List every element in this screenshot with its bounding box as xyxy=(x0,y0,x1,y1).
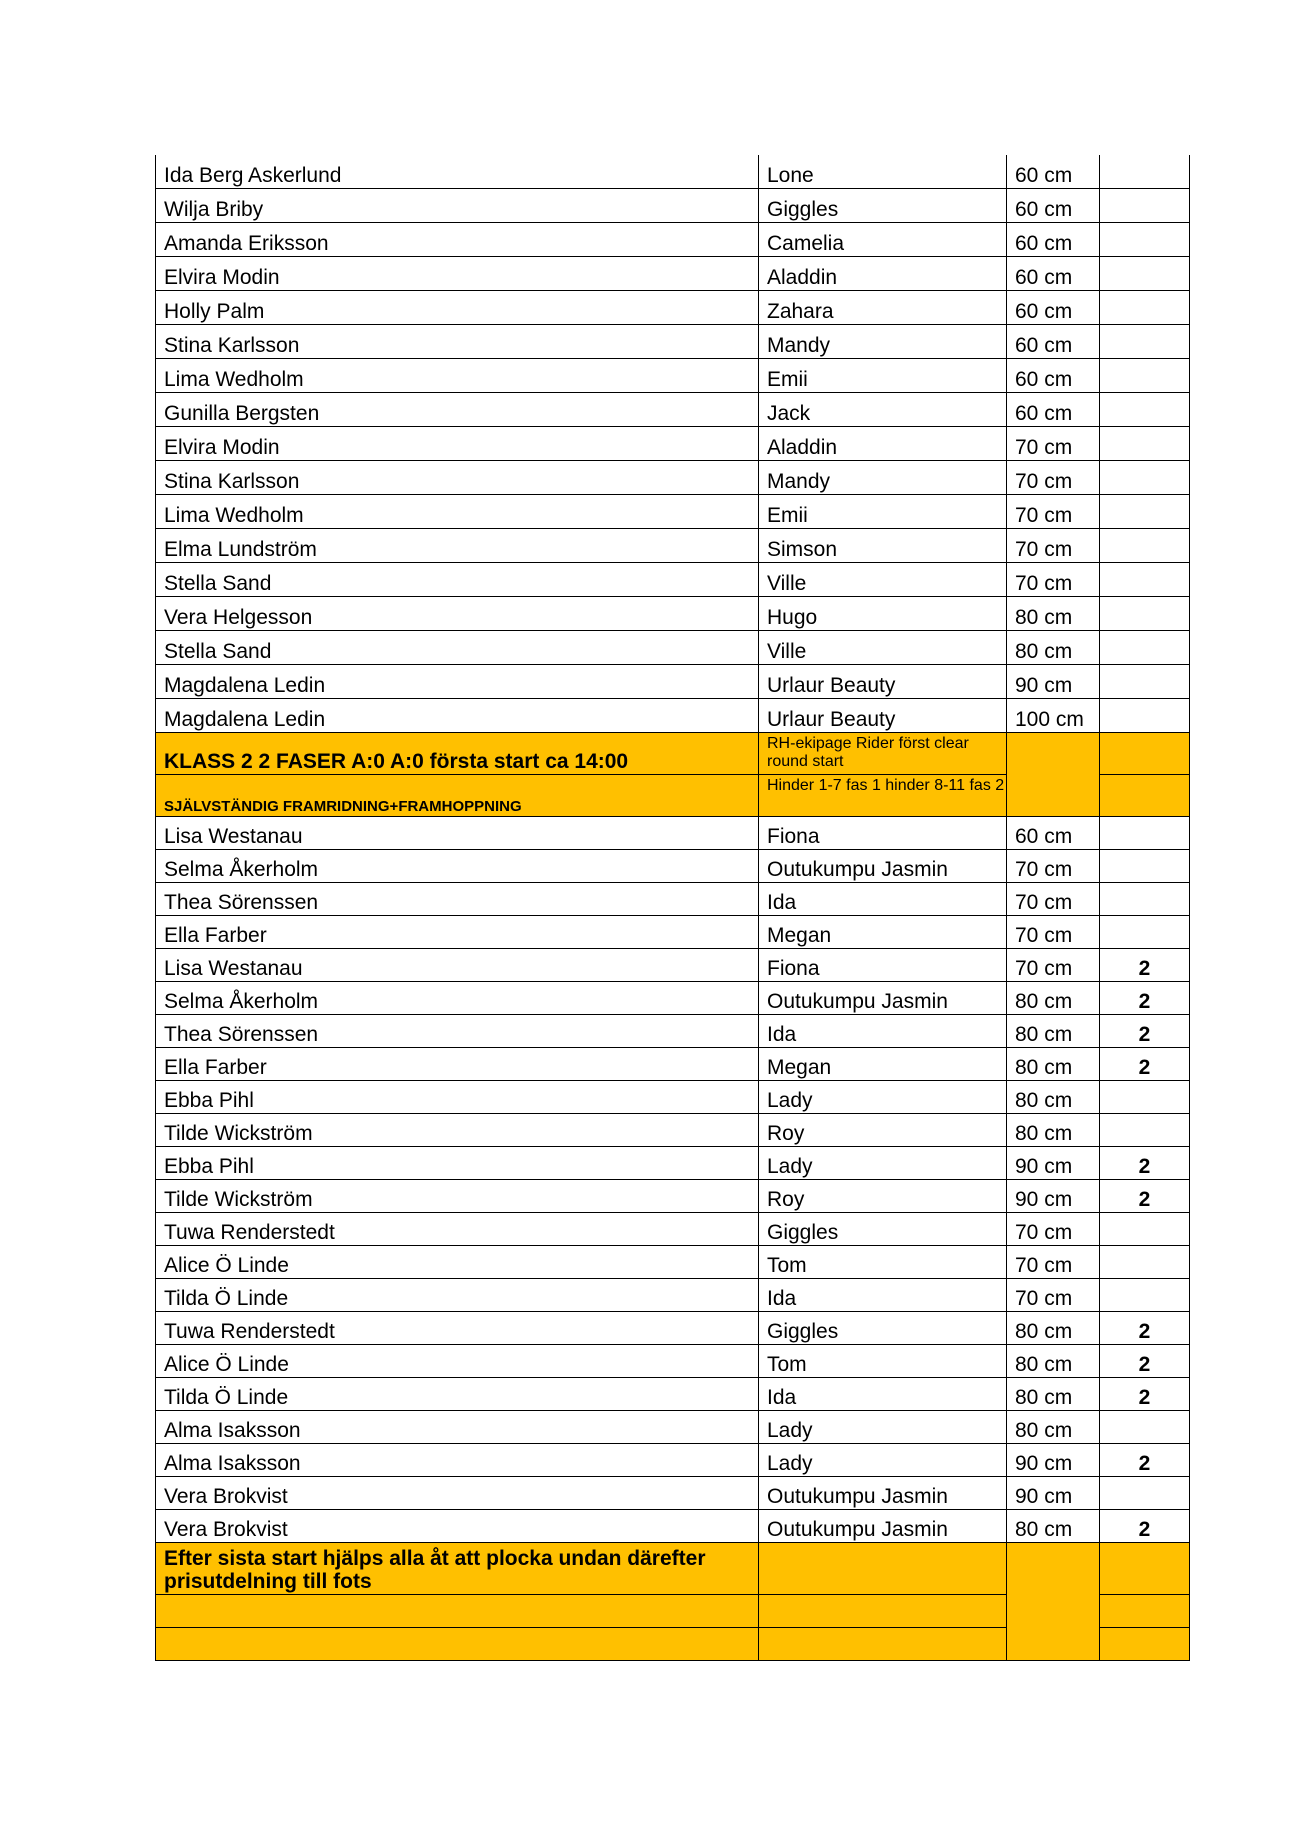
table-row xyxy=(155,1444,1190,1477)
horse-name: Aladdin xyxy=(759,257,1007,291)
table-row xyxy=(155,949,1190,982)
phase-mark: 2 xyxy=(1100,982,1190,1015)
horse-name: Ville xyxy=(759,631,1007,665)
height-value: 60 cm xyxy=(1007,257,1100,291)
rider-name: Magdalena Ledin xyxy=(155,665,759,699)
height-value: 70 cm xyxy=(1007,563,1100,597)
rider-name: Stella Sand xyxy=(155,563,759,597)
table-row xyxy=(155,1477,1190,1510)
phase-mark xyxy=(1100,1081,1190,1114)
height-value: 60 cm xyxy=(1007,291,1100,325)
horse-name: Megan xyxy=(759,1048,1007,1081)
horse-name: Roy xyxy=(759,1180,1007,1213)
phase-mark: 2 xyxy=(1100,1048,1190,1081)
table-row xyxy=(155,916,1190,949)
table-row xyxy=(155,427,1190,461)
rider-name: Wilja Briby xyxy=(155,189,759,223)
height-value: 80 cm xyxy=(1007,1081,1100,1114)
rider-name: Tilda Ö Linde xyxy=(155,1279,759,1312)
rider-name: Selma Åkerholm xyxy=(155,982,759,1015)
horse-name: Lady xyxy=(759,1411,1007,1444)
phase-mark xyxy=(1100,597,1190,631)
rider-name: Tuwa Renderstedt xyxy=(155,1312,759,1345)
phase-mark xyxy=(1100,223,1190,257)
height-value: 60 cm xyxy=(1007,223,1100,257)
table-row xyxy=(155,189,1190,223)
horse-name: Megan xyxy=(759,916,1007,949)
blank-cell xyxy=(759,1595,1007,1628)
table-row xyxy=(155,883,1190,916)
phase-mark xyxy=(1100,189,1190,223)
blank-cell xyxy=(1007,1595,1100,1628)
height-value: 90 cm xyxy=(1007,1180,1100,1213)
phase-mark xyxy=(1100,916,1190,949)
rider-name: Ida Berg Askerlund xyxy=(155,155,759,189)
class-subheader-row xyxy=(155,775,1190,817)
rider-name: Alma Isaksson xyxy=(155,1411,759,1444)
class-subheader-mark-cell xyxy=(1100,775,1190,817)
rider-name: Stina Karlsson xyxy=(155,461,759,495)
table-row xyxy=(155,1114,1190,1147)
height-value: 80 cm xyxy=(1007,1411,1100,1444)
height-value: 70 cm xyxy=(1007,949,1100,982)
table-row xyxy=(155,155,1190,189)
height-value: 80 cm xyxy=(1007,1345,1100,1378)
rider-name: Holly Palm xyxy=(155,291,759,325)
height-value: 80 cm xyxy=(1007,597,1100,631)
height-value: 90 cm xyxy=(1007,1477,1100,1510)
phase-mark: 2 xyxy=(1100,1015,1190,1048)
horse-name: Camelia xyxy=(759,223,1007,257)
phase-mark xyxy=(1100,1279,1190,1312)
class-note-2: Hinder 1-7 fas 1 hinder 8-11 fas 2 xyxy=(759,775,1007,817)
horse-name: Giggles xyxy=(759,1312,1007,1345)
blank-cell xyxy=(1100,1595,1190,1628)
phase-mark xyxy=(1100,291,1190,325)
horse-name: Giggles xyxy=(759,1213,1007,1246)
class-subheader-height-cell xyxy=(1007,775,1100,817)
phase-mark xyxy=(1100,850,1190,883)
phase-mark xyxy=(1100,631,1190,665)
phase-mark xyxy=(1100,427,1190,461)
height-value: 70 cm xyxy=(1007,427,1100,461)
table-row xyxy=(155,291,1190,325)
table-row xyxy=(155,850,1190,883)
rider-name: Lima Wedholm xyxy=(155,359,759,393)
table-row xyxy=(155,1279,1190,1312)
rider-name: Lima Wedholm xyxy=(155,495,759,529)
phase-mark xyxy=(1100,883,1190,916)
rider-name: Tuwa Renderstedt xyxy=(155,1213,759,1246)
horse-name: Urlaur Beauty xyxy=(759,699,1007,733)
horse-name: Tom xyxy=(759,1345,1007,1378)
rider-name: Stella Sand xyxy=(155,631,759,665)
phase-mark xyxy=(1100,325,1190,359)
height-value: 60 cm xyxy=(1007,155,1100,189)
table-row xyxy=(155,1411,1190,1444)
table-row xyxy=(155,1213,1190,1246)
height-value: 90 cm xyxy=(1007,1147,1100,1180)
class-title: KLASS 2 2 FASER A:0 A:0 första start ca 14:00 xyxy=(155,733,759,775)
phase-mark xyxy=(1100,393,1190,427)
blank-cell xyxy=(1007,1628,1100,1661)
phase-mark xyxy=(1100,1477,1190,1510)
rider-name: Ella Farber xyxy=(155,916,759,949)
table-row xyxy=(155,1378,1190,1411)
rider-name: Lisa Westanau xyxy=(155,817,759,850)
phase-mark xyxy=(1100,665,1190,699)
phase-mark: 2 xyxy=(1100,1312,1190,1345)
phase-mark: 2 xyxy=(1100,1180,1190,1213)
phase-mark xyxy=(1100,155,1190,189)
class-header-height-cell xyxy=(1007,733,1100,775)
height-value: 70 cm xyxy=(1007,850,1100,883)
height-value: 70 cm xyxy=(1007,461,1100,495)
table-row xyxy=(155,597,1190,631)
table-row xyxy=(155,359,1190,393)
table-row xyxy=(155,223,1190,257)
height-value: 70 cm xyxy=(1007,916,1100,949)
phase-mark xyxy=(1100,359,1190,393)
horse-name: Hugo xyxy=(759,597,1007,631)
start-list-table xyxy=(155,155,1190,1661)
phase-mark xyxy=(1100,1246,1190,1279)
height-value: 70 cm xyxy=(1007,1246,1100,1279)
rider-name: Elma Lundström xyxy=(155,529,759,563)
rider-name: Ebba Pihl xyxy=(155,1147,759,1180)
phase-mark xyxy=(1100,817,1190,850)
section-2-rows xyxy=(155,817,1190,1543)
table-row xyxy=(155,1510,1190,1543)
table-row xyxy=(155,1048,1190,1081)
table-row xyxy=(155,495,1190,529)
horse-name: Ida xyxy=(759,1378,1007,1411)
horse-name: Lady xyxy=(759,1081,1007,1114)
rider-name: Magdalena Ledin xyxy=(155,699,759,733)
phase-mark xyxy=(1100,1411,1190,1444)
height-value: 60 cm xyxy=(1007,359,1100,393)
horse-name: Ida xyxy=(759,1279,1007,1312)
height-value: 80 cm xyxy=(1007,1048,1100,1081)
footer-blank-row-2 xyxy=(155,1628,1190,1661)
rider-name: Vera Brokvist xyxy=(155,1477,759,1510)
rider-name: Stina Karlsson xyxy=(155,325,759,359)
table-row xyxy=(155,1081,1190,1114)
phase-mark xyxy=(1100,529,1190,563)
table-row xyxy=(155,325,1190,359)
phase-mark xyxy=(1100,699,1190,733)
horse-name: Emii xyxy=(759,359,1007,393)
class-header-row xyxy=(155,733,1190,775)
rider-name: Alice Ö Linde xyxy=(155,1345,759,1378)
table-row xyxy=(155,529,1190,563)
rider-name: Thea Sörenssen xyxy=(155,1015,759,1048)
height-value: 70 cm xyxy=(1007,529,1100,563)
horse-name: Lone xyxy=(759,155,1007,189)
height-value: 90 cm xyxy=(1007,665,1100,699)
table-row xyxy=(155,563,1190,597)
height-value: 80 cm xyxy=(1007,1510,1100,1543)
footer-horse-cell xyxy=(759,1543,1007,1595)
table-row xyxy=(155,1312,1190,1345)
rider-name: Gunilla Bergsten xyxy=(155,393,759,427)
table-row xyxy=(155,817,1190,850)
rider-name: Tilda Ö Linde xyxy=(155,1378,759,1411)
rider-name: Alma Isaksson xyxy=(155,1444,759,1477)
section-1-rows xyxy=(155,155,1190,733)
phase-mark xyxy=(1100,563,1190,597)
height-value: 80 cm xyxy=(1007,1312,1100,1345)
phase-mark: 2 xyxy=(1100,1510,1190,1543)
height-value: 70 cm xyxy=(1007,883,1100,916)
horse-name: Outukumpu Jasmin xyxy=(759,982,1007,1015)
rider-name: Elvira Modin xyxy=(155,427,759,461)
table-row xyxy=(155,699,1190,733)
horse-name: Ville xyxy=(759,563,1007,597)
rider-name: Ebba Pihl xyxy=(155,1081,759,1114)
horse-name: Fiona xyxy=(759,817,1007,850)
blank-cell xyxy=(155,1628,759,1661)
table-row xyxy=(155,461,1190,495)
horse-name: Emii xyxy=(759,495,1007,529)
phase-mark xyxy=(1100,461,1190,495)
height-value: 70 cm xyxy=(1007,1213,1100,1246)
class-subtitle: SJÄLVSTÄNDIG FRAMRIDNING+FRAMHOPPNING xyxy=(155,775,759,817)
height-value: 60 cm xyxy=(1007,189,1100,223)
footer-height-cell xyxy=(1007,1543,1100,1595)
horse-name: Fiona xyxy=(759,949,1007,982)
blank-cell xyxy=(759,1628,1007,1661)
phase-mark: 2 xyxy=(1100,1345,1190,1378)
height-value: 100 cm xyxy=(1007,699,1100,733)
horse-name: Urlaur Beauty xyxy=(759,665,1007,699)
footer-blank-row-1 xyxy=(155,1595,1190,1628)
height-value: 60 cm xyxy=(1007,393,1100,427)
horse-name: Ida xyxy=(759,883,1007,916)
class-header-mark-cell xyxy=(1100,733,1190,775)
table-row xyxy=(155,393,1190,427)
horse-name: Mandy xyxy=(759,325,1007,359)
table-row xyxy=(155,1345,1190,1378)
horse-name: Outukumpu Jasmin xyxy=(759,1510,1007,1543)
rider-name: Selma Åkerholm xyxy=(155,850,759,883)
rider-name: Thea Sörenssen xyxy=(155,883,759,916)
table-row xyxy=(155,665,1190,699)
rider-name: Tilde Wickström xyxy=(155,1114,759,1147)
footer-row xyxy=(155,1543,1190,1595)
rider-name: Lisa Westanau xyxy=(155,949,759,982)
phase-mark: 2 xyxy=(1100,949,1190,982)
horse-name: Simson xyxy=(759,529,1007,563)
phase-mark: 2 xyxy=(1100,1444,1190,1477)
height-value: 80 cm xyxy=(1007,1378,1100,1411)
rider-name: Ella Farber xyxy=(155,1048,759,1081)
phase-mark xyxy=(1100,1114,1190,1147)
horse-name: Lady xyxy=(759,1444,1007,1477)
table-row xyxy=(155,631,1190,665)
phase-mark xyxy=(1100,495,1190,529)
horse-name: Zahara xyxy=(759,291,1007,325)
height-value: 70 cm xyxy=(1007,1279,1100,1312)
footer-text: Efter sista start hjälps alla åt att plocka undan därefter prisutdelning till fots xyxy=(155,1543,759,1595)
table-row xyxy=(155,1180,1190,1213)
height-value: 80 cm xyxy=(1007,631,1100,665)
rider-name: Alice Ö Linde xyxy=(155,1246,759,1279)
horse-name: Lady xyxy=(759,1147,1007,1180)
table-row xyxy=(155,1246,1190,1279)
horse-name: Outukumpu Jasmin xyxy=(759,850,1007,883)
height-value: 60 cm xyxy=(1007,817,1100,850)
rider-name: Amanda Eriksson xyxy=(155,223,759,257)
table-row xyxy=(155,257,1190,291)
horse-name: Tom xyxy=(759,1246,1007,1279)
rider-name: Vera Helgesson xyxy=(155,597,759,631)
phase-mark xyxy=(1100,1213,1190,1246)
horse-name: Jack xyxy=(759,393,1007,427)
footer-mark-cell xyxy=(1100,1543,1190,1595)
rider-name: Elvira Modin xyxy=(155,257,759,291)
table-row xyxy=(155,982,1190,1015)
blank-cell xyxy=(155,1595,759,1628)
phase-mark: 2 xyxy=(1100,1378,1190,1411)
table-row xyxy=(155,1015,1190,1048)
height-value: 80 cm xyxy=(1007,1015,1100,1048)
blank-cell xyxy=(1100,1628,1190,1661)
horse-name: Mandy xyxy=(759,461,1007,495)
height-value: 60 cm xyxy=(1007,325,1100,359)
phase-mark: 2 xyxy=(1100,1147,1190,1180)
table-row xyxy=(155,1147,1190,1180)
height-value: 70 cm xyxy=(1007,495,1100,529)
rider-name: Vera Brokvist xyxy=(155,1510,759,1543)
horse-name: Aladdin xyxy=(759,427,1007,461)
phase-mark xyxy=(1100,257,1190,291)
height-value: 80 cm xyxy=(1007,982,1100,1015)
horse-name: Ida xyxy=(759,1015,1007,1048)
height-value: 80 cm xyxy=(1007,1114,1100,1147)
height-value: 90 cm xyxy=(1007,1444,1100,1477)
horse-name: Outukumpu Jasmin xyxy=(759,1477,1007,1510)
horse-name: Roy xyxy=(759,1114,1007,1147)
class-note-1: RH-ekipage Rider först clear round start xyxy=(759,733,1007,775)
rider-name: Tilde Wickström xyxy=(155,1180,759,1213)
horse-name: Giggles xyxy=(759,189,1007,223)
